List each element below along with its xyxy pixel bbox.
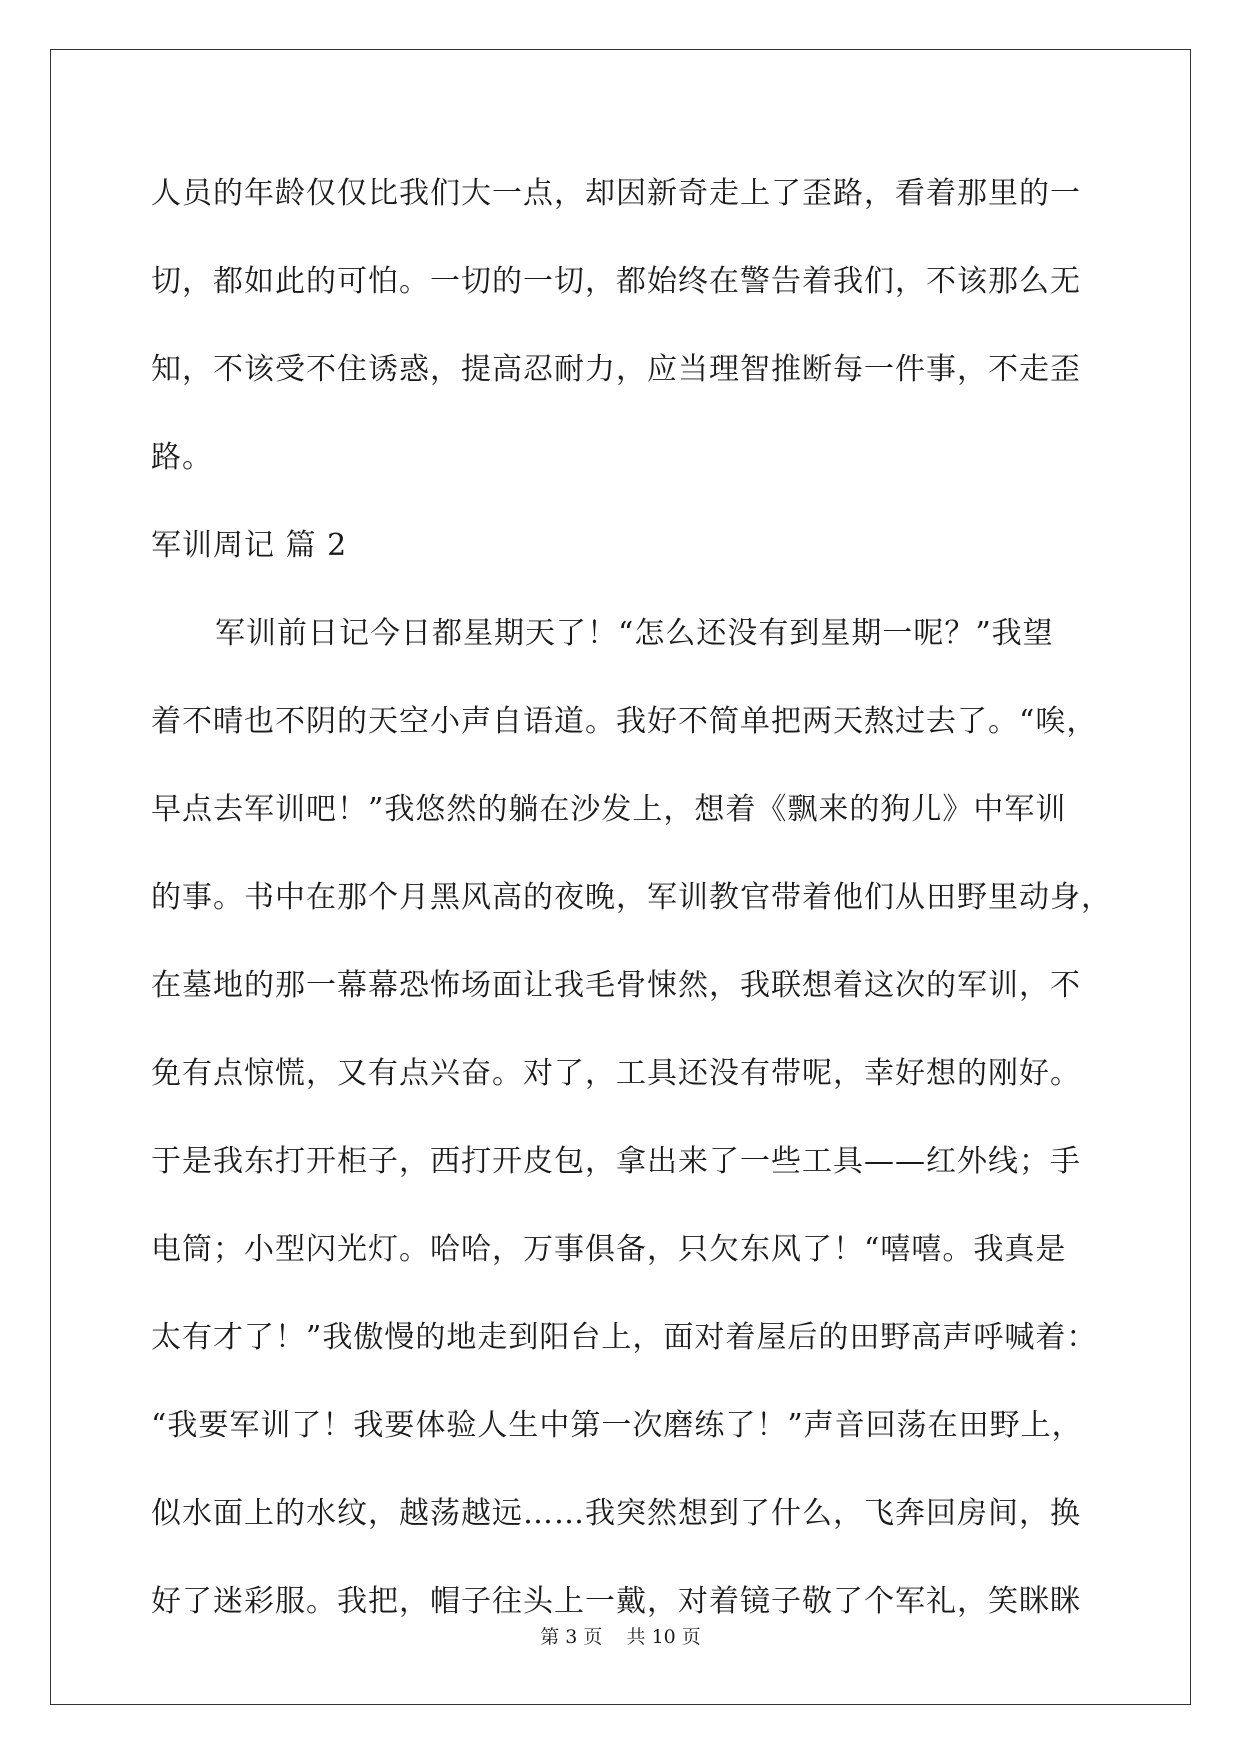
page-number: 第 3 页 — [540, 1626, 603, 1648]
text-line: 切，都如此的可怕。一切的一切，都始终在警告着我们，不该那么无 — [151, 264, 1081, 299]
text-line: 路。 — [151, 440, 213, 475]
text-line: 太有才了！”我傲慢的地走到阳台上，面对着屋后的田野高声呼喊着： — [151, 1320, 1098, 1355]
text-line: 在墓地的那一幕幕恐怖场面让我毛骨悚然，我联想着这次的军训，不 — [151, 968, 1081, 1003]
text-line: 好了迷彩服。我把，帽子往头上一戴，对着镜子敬了个军礼，笑眯眯 — [151, 1584, 1081, 1619]
text-line: “我要军训了！我要体验人生中第一次磨练了！”声音回荡在田野上， — [151, 1408, 1083, 1443]
text-line: 人员的年龄仅仅比我们大一点，却因新奇走上了歪路，看着那里的一 — [151, 176, 1081, 211]
section-heading: 军训周记 篇 2 — [151, 528, 348, 563]
page-footer — [0, 1625, 1241, 1649]
page-total: 共 10 页 — [626, 1626, 701, 1648]
document-body — [151, 150, 1112, 1646]
text-line: 免有点惊慌，又有点兴奋。对了，工具还没有带呢，幸好想的刚好。 — [151, 1056, 1081, 1091]
paragraph — [151, 590, 1112, 1646]
text-line: 早点去军训吧！”我悠然的躺在沙发上，想着《飘来的狗儿》中军训 — [151, 792, 1067, 827]
text-line: 军训前日记今日都星期天了！“怎么还没有到星期一呢？”我望 — [215, 616, 1054, 651]
text-line: 电筒；小型闪光灯。哈哈，万事俱备，只欠东风了！“嘻嘻。我真是 — [151, 1232, 1067, 1267]
text-line: 知，不该受不住诱惑，提高忍耐力，应当理智推断每一件事，不走歪 — [151, 352, 1081, 387]
text-line: 似水面上的水纹，越荡越远……我突然想到了什么，飞奔回房间，换 — [151, 1496, 1081, 1531]
paragraph — [151, 150, 1091, 502]
text-line: 于是我东打开柜子，西打开皮包，拿出来了一些工具——红外线；手 — [151, 1144, 1081, 1179]
text-line: 着不晴也不阴的天空小声自语道。我好不简单把两天熬过去了。“唉， — [151, 704, 1098, 739]
text-line: 的事。书中在那个月黑风高的夜晚，军训教官带着他们从田野里动身， — [151, 880, 1112, 915]
